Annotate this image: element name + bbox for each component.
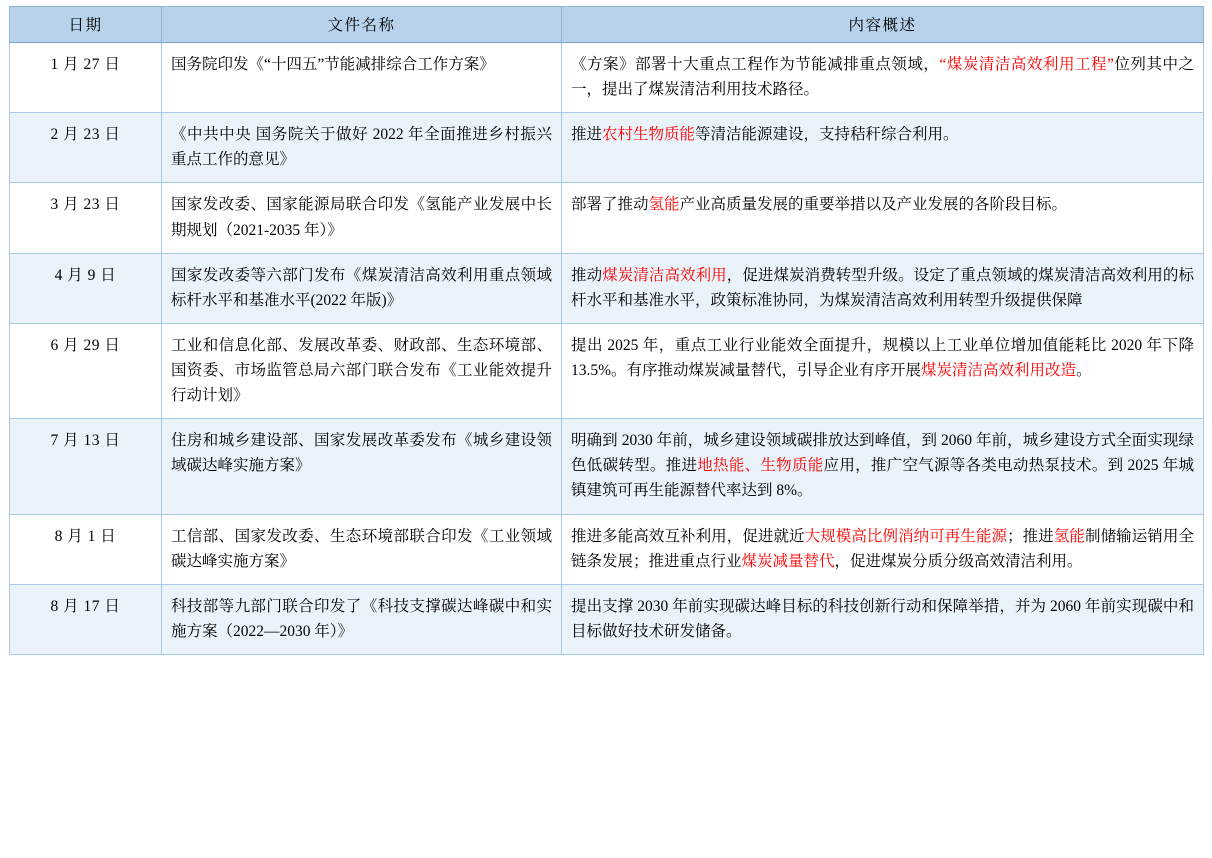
cell-date: 8 月 1 日 [10,514,162,584]
summary-text: 应用，推广空气源等各类电动热泵技术。到 2025 年城镇建筑可再生能源替代率达到 8%。 [571,457,1194,500]
table-row [10,419,1204,514]
summary-text: 推进 [571,126,603,144]
table-row [10,43,1204,113]
summary-text: 明确到 2030 年前，城乡建设领域碳排放达到峰值，到 2060 年前，城乡建设方式全面实现绿色低碳转型。推进 [571,432,1194,475]
cell-document-name: 国家发改委等六部门发布《煤炭清洁高效利用重点领域标杆水平和基准水平(2022 年版)》 [162,253,562,323]
cell-summary [562,183,1204,253]
summary-highlight: 煤炭清洁高效利用 [602,266,727,284]
summary-highlight: 氢能 [648,196,680,214]
table-row [10,253,1204,323]
summary-text: 推进多能高效互补利用，促进就近 [571,527,805,545]
cell-date: 1 月 27 日 [10,43,162,113]
cell-date: 8 月 17 日 [10,584,162,654]
cell-document-name: 住房和城乡建设部、国家发展改革委发布《城乡建设领域碳达峰实施方案》 [162,419,562,514]
cell-date: 7 月 13 日 [10,419,162,514]
summary-text: ，促进煤炭分质分级高效清洁利用。 [834,552,1083,570]
table-row [10,323,1204,418]
summary-text: 部署了推动 [571,196,649,214]
column-header-date: 日期 [10,7,162,43]
summary-highlight: 氢能 [1053,527,1085,545]
cell-document-name: 科技部等九部门联合印发了《科技支撑碳达峰碳中和实施方案（2022—2030 年）》 [162,584,562,654]
cell-summary [562,113,1204,183]
summary-highlight: 农村生物质能 [602,126,696,144]
cell-date: 6 月 29 日 [10,323,162,418]
summary-text: 制储输运销用全链条发展；推进重点行业 [571,527,1194,570]
summary-highlight: 地热能、生物质能 [697,457,824,475]
cell-document-name: 工业和信息化部、发展改革委、财政部、生态环境部、国资委、市场监管总局六部门联合发布《工业能效提升行动计划》 [162,323,562,418]
cell-document-name: 国务院印发《“十四五”节能减排综合工作方案》 [162,43,562,113]
table-row [10,113,1204,183]
cell-summary [562,584,1204,654]
summary-text: 位列其中之一，提出了煤炭清洁利用技术路径。 [571,56,1194,99]
summary-text: 。 [1076,361,1092,379]
table-row [10,514,1204,584]
summary-highlight: 煤炭清洁高效利用改造 [921,361,1077,379]
summary-text: 产业高质量发展的重要举措以及产业发展的各阶段目标。 [679,196,1068,214]
column-header-summary: 内容概述 [562,7,1204,43]
cell-summary [562,514,1204,584]
summary-text: 《方案》部署十大重点工程作为节能减排重点领域， [571,56,940,73]
cell-document-name: 国家发改委、国家能源局联合印发《氢能产业发展中长期规划（2021-2035 年）》 [162,183,562,253]
cell-date: 2 月 23 日 [10,113,162,183]
cell-date: 4 月 9 日 [10,253,162,323]
cell-summary [562,253,1204,323]
summary-text: 等清洁能源建设，支持秸秆综合利用。 [695,126,959,144]
table-body [10,43,1204,655]
summary-highlight: “煤炭清洁高效利用工程” [939,56,1114,73]
cell-summary [562,323,1204,418]
summary-text: ，促进煤炭消费转型升级。设定了重点领域的煤炭清洁高效利用的标杆水平和基准水平，政策标准协同，为煤炭清洁高效利用转型升级提供保障 [571,266,1194,309]
table-header [10,7,1204,43]
cell-summary [562,43,1204,113]
policy-document-table [9,6,1204,655]
summary-text: 提出支撑 2030 年前实现碳达峰目标的科技创新行动和保障举措，并为 2060 年前实现碳中和目标做好技术研发储备。 [571,597,1194,640]
summary-text: ；推进 [1007,527,1054,545]
summary-text: 提出 2025 年，重点工业行业能效全面提升，规模以上工业单位增加值能耗比 2020 年下降 13.5%。有序推动煤炭减量替代，引导企业有序开展 [571,336,1194,379]
column-header-document-name: 文件名称 [162,7,562,43]
summary-text: 推动 [571,266,603,284]
summary-highlight: 大规模高比例消纳可再生能源 [804,527,1008,545]
cell-document-name: 《中共中央 国务院关于做好 2022 年全面推进乡村振兴重点工作的意见》 [162,113,562,183]
cell-document-name: 工信部、国家发改委、生态环境部联合印发《工业领域碳达峰实施方案》 [162,514,562,584]
cell-date: 3 月 23 日 [10,183,162,253]
summary-highlight: 煤炭减量替代 [741,552,835,570]
table-header-row [10,7,1204,43]
cell-summary [562,419,1204,514]
table-row [10,584,1204,654]
table-row [10,183,1204,253]
